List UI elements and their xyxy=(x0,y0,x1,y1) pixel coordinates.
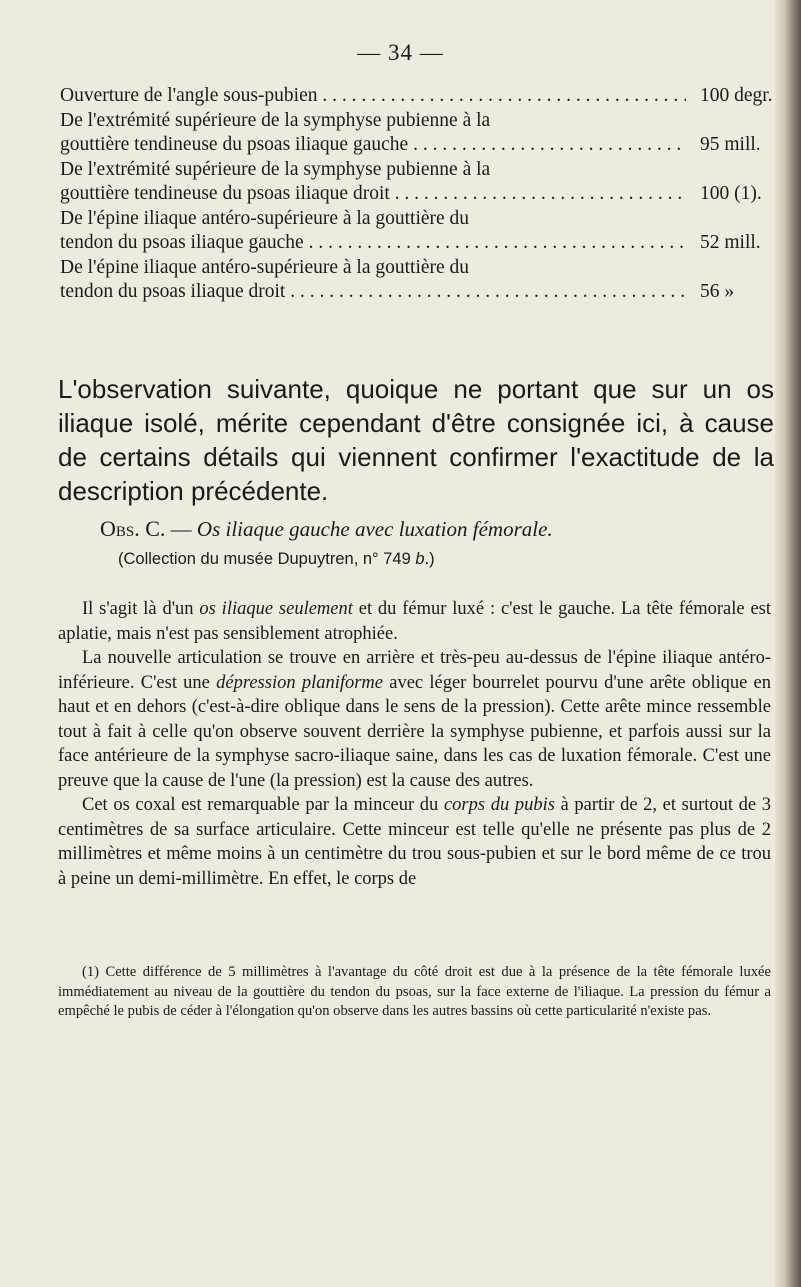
measurement-row xyxy=(60,231,772,256)
italic-term: corps du pubis xyxy=(443,795,555,815)
measurement-value: 95 mill. xyxy=(700,134,761,155)
measurement-row xyxy=(60,256,772,281)
measurement-label: tendon du psoas iliaque gauche . . . xyxy=(60,231,686,256)
measurement-value: 56 » xyxy=(700,281,735,302)
measurement-row xyxy=(60,280,772,305)
measurement-value: 100 degr. xyxy=(700,85,773,106)
collection-reference xyxy=(118,550,758,569)
measurement-row xyxy=(60,133,772,158)
observation-title: Os iliaque gauche avec luxation fémorale. xyxy=(196,517,553,541)
page-edge-shadow xyxy=(775,0,801,1287)
text-run: à partir de 2, et surtout de 3 centimètres de sa surface articulaire. Cette minceur est telle qu'elle ne présente pas plus de 2 millimètres et même moins à un centimètre du trou sous-pubien et sur le bord même de ce trou à peine un demi-millimètre. En effet, le corps de xyxy=(58,795,772,889)
measurement-row xyxy=(60,109,772,134)
measurement-label: gouttière tendineuse du psoas iliaque gauche . . . xyxy=(60,133,686,158)
measurement-row xyxy=(60,158,772,183)
measurement-label: De l'épine iliaque antéro-supérieure à la gouttière du xyxy=(60,256,470,278)
text-run: La nouvelle articulation se trouve en arrière et très-peu au-dessus de l'épine iliaque antéro-inférieure. C'est une xyxy=(58,648,771,693)
body-paragraph xyxy=(58,597,771,646)
body-paragraph xyxy=(58,646,771,793)
observation-label: Obs. C. xyxy=(100,516,166,541)
intro-paragraph: L'observation suivante, quoique ne portant que sur un os iliaque isolé, mérite cependant d'être consignée ici, à cause de certains détails qui viennent confirmer l'exactitude de la description précédente. xyxy=(58,374,774,506)
collection-close: .) xyxy=(424,550,435,568)
text-run: avec léger bourrelet pourvu d'une arête oblique en haut et en dehors (c'est-à-dire oblique dans le sens de la pression). Cette arête mince ressemble tout à fait à celle qu'on observe souvent derrière la symphyse pubienne, et parfois aussi sur la face antérieure de la symphyse sacro-iliaque saine, dans les cas de luxation fémorale. C'est une preuve que la cause de l'une (la pression) est la cause des autres. xyxy=(58,672,771,791)
measurement-label: gouttière tendineuse du psoas iliaque droit . . . xyxy=(60,182,686,207)
text-run: Cet os coxal est remarquable par la minceur du xyxy=(82,795,444,815)
measurement-table xyxy=(60,84,772,305)
observation-dash: — xyxy=(165,517,197,541)
italic-term: dépression planiforme xyxy=(216,672,384,693)
measurement-label: De l'épine iliaque antéro-supérieure à la gouttière du xyxy=(60,207,470,229)
measurement-label: Ouverture de l'angle sous-pubien . . . xyxy=(60,84,686,109)
footnote-text: (1) Cette différence de 5 millimètres à l'avantage du côté droit est due à la présence de la tête fémorale luxée immédiatement au niveau de la gouttière du tendon du psoas, sur la face externe de l'iliaque. La pression du fémur a empêché le pubis de céder à l'élongation qu'on observe dans les autres bassins où cette particularité n'existe pas. xyxy=(58,964,771,1019)
observation-heading xyxy=(100,516,780,542)
measurement-value: 100 (1). xyxy=(700,183,762,204)
footnote xyxy=(58,963,771,1022)
italic-term: os iliaque seulement xyxy=(199,599,353,619)
measurement-label: De l'extrémité supérieure de la symphyse pubienne à la xyxy=(60,158,491,180)
measurement-row xyxy=(60,207,772,232)
measurement-row xyxy=(60,84,772,109)
text-run: Il s'agit là d'un xyxy=(82,599,200,619)
body-paragraph xyxy=(58,793,771,891)
measurement-value: 52 mill. xyxy=(700,232,761,253)
measurement-label: De l'extrémité supérieure de la symphyse pubienne à la xyxy=(60,109,491,131)
collection-suffix: b xyxy=(415,550,425,568)
collection-text: (Collection du musée Dupuytren, n° 749 xyxy=(118,550,416,568)
measurement-label: tendon du psoas iliaque droit . . . xyxy=(60,280,686,305)
text-run: et du fémur luxé : c'est le gauche. La tête fémorale est aplatie, mais n'est pas sensiblement atrophiée. xyxy=(58,599,771,644)
measurement-row xyxy=(60,182,772,207)
page-number: — 34 — xyxy=(357,40,444,65)
body-text xyxy=(58,597,771,891)
